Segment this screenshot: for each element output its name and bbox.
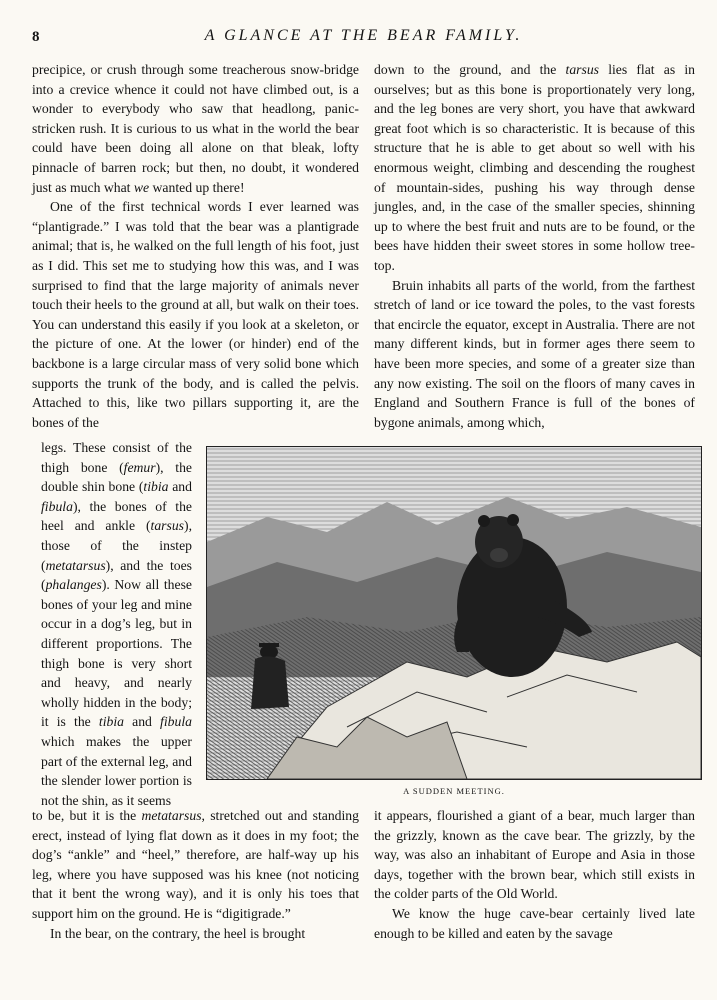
bear-on-rocks-illustration [207,447,701,779]
left-column-bottom [32,806,359,943]
paragraph: to be, but it is the metatarsus, stretched out and standing erect, instead of lying flat down as it does in my foot; the dog’s “ankle” and “heel,” therefore, are half-way up his leg, where you have supposed was his knee (not noticing that it bent the wrong way), and it is only his toes that support him on the ground. He is “digitigrade.” [32,808,359,921]
bear-engraving-illustration [206,446,702,780]
paragraph: We know the huge cave-bear certainly lived late enough to be killed and eaten by the savage [374,905,695,941]
left-column-narrow [41,438,192,810]
paragraph: Bruin inhabits all parts of the world, from the farthest stretch of land or ice toward the poles, to the vast forests that encircle the equator, except in Australia. There are not many different kinds, but in former ages there seem to have been more species, and some of a greater size than any now existing. The soil on the floors of many caves in England and Southern France is full of the bones of bygone animals, among which, [374,277,695,430]
right-column-bottom [374,806,695,943]
figure-caption: A SUDDEN MEETING. [403,786,505,796]
paragraph: In the bear, on the contrary, the heel is brought [50,925,306,941]
page-number: 8 [32,29,40,45]
paragraph: legs. These consist of the thigh bone (femur), the double shin bone (tibia and fibula), the bones of the heel and ankle (tarsus), those of the instep (metatarsus), and the toes (phalanges). Now all these bones of your leg and mine occur in a dog’s leg, but in different proportions. The thigh bone is very short and heavy, and nearly wholly hidden in the body; it is the tibia and fibula which makes the upper part of the external leg, and the slender lower portion is not the shin, as it seems [41,440,192,808]
running-title: A GLANCE AT THE BEAR FAMILY. [204,27,523,44]
paragraph: One of the first technical words I ever learned was “plantigrade.” I was told that the bear was a plantigrade animal; that is, he walked on the full length of his foot, just as I did. This set me to studying how this was, and I was surprised to find that the large majority of animals never touch their heels to the ground at all, but walk on their toes. You can understand this easily if you look at a skeleton, or the picture of one. At the lower (or hinder) end of the backbone is a large circular mass of very solid bone which supports the trunk of the body, and is called the pelvis. Attached to this, like two pillars supporting it, are the bones of the [32,199,359,430]
paragraph: down to the ground, and the tarsus lies flat as in ourselves; but as this bone is proportionately very long, and the leg bones are very short, you have that awkward great foot which is so characteristic. It is because of this structure that he is able to get about so well with his enormous weight, climbing and descending the roughest of mountain-sides, pushing his way through dense jungles, and, in the case of the smaller species, shinning up to where the best fruit and nuts are to be found, or the bees have hidden their sweet stores in some hollow tree-top. [374,62,696,273]
paragraph: precipice, or crush through some treacherous snow-bridge into a crevice whence it could not have climbed out, is a wonder to everybody who saw that headlong, panic-stricken rush. It is curious to us what in the world the bear could have been doing all alone on that bleak, lofty pinnacle of barren rock; but then, no doubt, it wondered just as much what we wanted up there! [32,62,359,195]
left-column-top [32,60,359,432]
paragraph: it appears, flourished a giant of a bear, much larger than the grizzly, known as the cave bear. The grizzly, by the way, was also an inhabitant of Europe and Asia in those days, together with the brown bear, which still exists in the colder parts of the Old World. [374,808,695,902]
right-column-top [374,60,695,432]
